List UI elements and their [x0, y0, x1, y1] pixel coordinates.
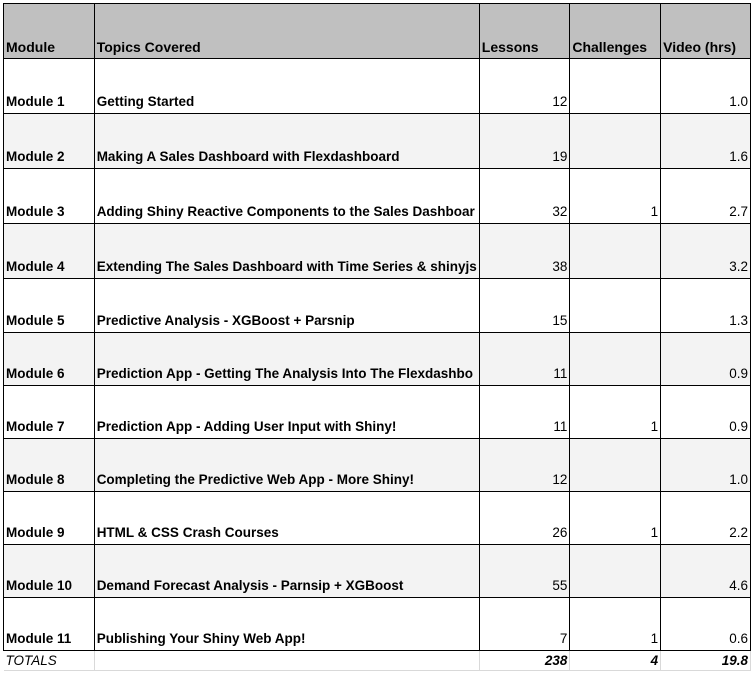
topic-cell: HTML & CSS Crash Courses — [94, 492, 479, 545]
video-cell: 1.0 — [661, 439, 751, 492]
topic-cell: Getting Started — [94, 59, 479, 114]
header-module: Module — [4, 4, 95, 59]
module-cell: Module 5 — [4, 279, 95, 333]
table-row — [4, 279, 751, 333]
module-cell: Module 7 — [4, 386, 95, 439]
table-row — [4, 114, 751, 169]
challenges-cell: 1 — [570, 598, 661, 651]
header-topics: Topics Covered — [94, 4, 479, 59]
topic-cell: Prediction App - Getting The Analysis Into The Flexdashbo — [94, 333, 479, 386]
totals-label: TOTALS — [4, 651, 95, 671]
challenges-cell — [570, 439, 661, 492]
video-cell: 0.9 — [661, 386, 751, 439]
lessons-cell: 12 — [479, 439, 570, 492]
challenges-cell — [570, 59, 661, 114]
lessons-cell: 11 — [479, 333, 570, 386]
challenges-cell: 1 — [570, 492, 661, 545]
module-cell: Module 8 — [4, 439, 95, 492]
table-row — [4, 598, 751, 651]
totals-empty-cell — [94, 651, 479, 671]
lessons-cell: 55 — [479, 545, 570, 598]
totals-challenges: 4 — [570, 651, 661, 671]
table-row — [4, 224, 751, 279]
module-cell: Module 2 — [4, 114, 95, 169]
challenges-cell: 1 — [570, 169, 661, 224]
module-cell: Module 3 — [4, 169, 95, 224]
header-challenges: Challenges — [570, 4, 661, 59]
table-row — [4, 169, 751, 224]
lessons-cell: 19 — [479, 114, 570, 169]
video-cell: 1.0 — [661, 59, 751, 114]
course-modules-table — [3, 3, 751, 671]
topic-cell: Adding Shiny Reactive Components to the Sales Dashboar — [94, 169, 479, 224]
lessons-cell: 32 — [479, 169, 570, 224]
video-cell: 1.3 — [661, 279, 751, 333]
lessons-cell: 11 — [479, 386, 570, 439]
table-row — [4, 59, 751, 114]
module-cell: Module 11 — [4, 598, 95, 651]
lessons-cell: 38 — [479, 224, 570, 279]
challenges-cell — [570, 545, 661, 598]
video-cell: 3.2 — [661, 224, 751, 279]
lessons-cell: 15 — [479, 279, 570, 333]
header-row — [4, 4, 751, 59]
challenges-cell — [570, 333, 661, 386]
topic-cell: Predictive Analysis - XGBoost + Parsnip — [94, 279, 479, 333]
video-cell: 2.7 — [661, 169, 751, 224]
challenges-cell: 1 — [570, 386, 661, 439]
challenges-cell — [570, 114, 661, 169]
module-cell: Module 10 — [4, 545, 95, 598]
challenges-cell — [570, 279, 661, 333]
table-row — [4, 333, 751, 386]
topic-cell: Making A Sales Dashboard with Flexdashboard — [94, 114, 479, 169]
video-cell: 4.6 — [661, 545, 751, 598]
video-cell: 1.6 — [661, 114, 751, 169]
video-cell: 0.6 — [661, 598, 751, 651]
topic-cell: Prediction App - Adding User Input with Shiny! — [94, 386, 479, 439]
table-row — [4, 545, 751, 598]
table-row — [4, 386, 751, 439]
topic-cell: Extending The Sales Dashboard with Time Series & shinyjs — [94, 224, 479, 279]
topic-cell: Demand Forecast Analysis - Parnsip + XGBoost — [94, 545, 479, 598]
header-lessons: Lessons — [479, 4, 570, 59]
topic-cell: Publishing Your Shiny Web App! — [94, 598, 479, 651]
table-row — [4, 492, 751, 545]
topic-cell: Completing the Predictive Web App - More Shiny! — [94, 439, 479, 492]
totals-lessons: 238 — [479, 651, 570, 671]
lessons-cell: 12 — [479, 59, 570, 114]
lessons-cell: 26 — [479, 492, 570, 545]
lessons-cell: 7 — [479, 598, 570, 651]
module-cell: Module 9 — [4, 492, 95, 545]
video-cell: 2.2 — [661, 492, 751, 545]
totals-video: 19.8 — [661, 651, 751, 671]
challenges-cell — [570, 224, 661, 279]
totals-row — [4, 651, 751, 671]
table-row — [4, 439, 751, 492]
header-video: Video (hrs) — [661, 4, 751, 59]
module-cell: Module 1 — [4, 59, 95, 114]
module-cell: Module 6 — [4, 333, 95, 386]
video-cell: 0.9 — [661, 333, 751, 386]
module-cell: Module 4 — [4, 224, 95, 279]
